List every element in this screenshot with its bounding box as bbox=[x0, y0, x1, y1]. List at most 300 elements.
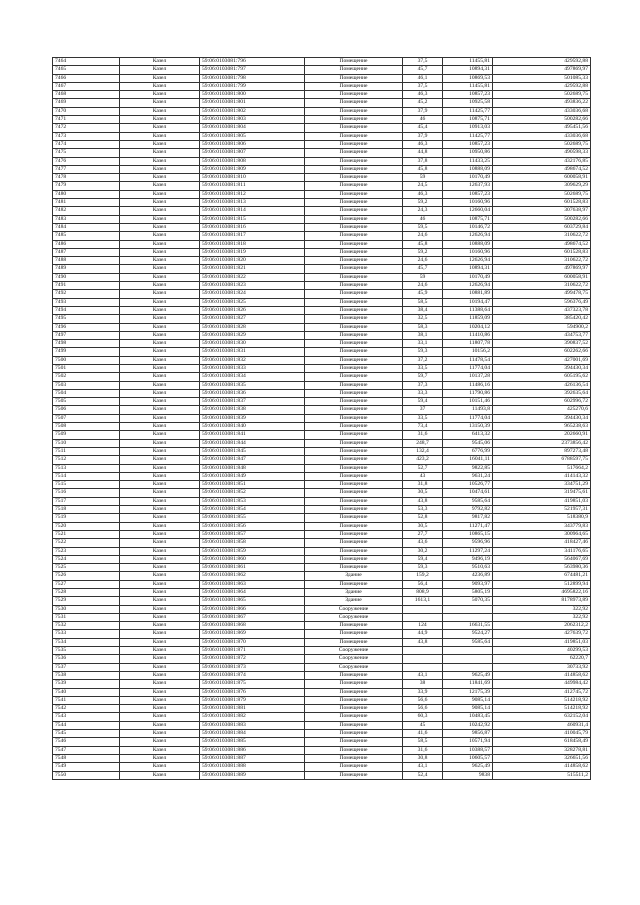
row-number-cell: 7511 bbox=[53, 447, 120, 455]
settlement-cell: Казел bbox=[120, 439, 200, 447]
cost-per-unit-cell: 9822,85 bbox=[443, 464, 493, 472]
cost-per-unit-cell: 10894,31 bbox=[443, 265, 493, 273]
row-number-cell: 7513 bbox=[53, 464, 120, 472]
area-cell: 38,4 bbox=[403, 306, 443, 314]
table-row bbox=[53, 730, 591, 738]
settlement-cell: Казел bbox=[120, 232, 200, 240]
cost-per-unit-cell: 9856,87 bbox=[443, 730, 493, 738]
cadastral-number-cell: 59:06:0103081:885 bbox=[200, 738, 305, 746]
cadastral-cost-cell: 502689,75 bbox=[493, 91, 591, 99]
area-cell: 45,9 bbox=[403, 290, 443, 298]
settlement-cell: Казел bbox=[120, 331, 200, 339]
object-type-cell: Помещение bbox=[305, 323, 403, 331]
cost-per-unit-cell: 10888,09 bbox=[443, 240, 493, 248]
table-row bbox=[53, 506, 591, 514]
area-cell: 31,8 bbox=[403, 481, 443, 489]
object-type-cell: Здание bbox=[305, 589, 403, 597]
cadastral-number-cell: 59:06:0103081:871 bbox=[200, 647, 305, 655]
cadastral-number-cell: 59:06:0103081:863 bbox=[200, 580, 305, 588]
object-type-cell: Помещение bbox=[305, 331, 403, 339]
settlement-cell: Казел bbox=[120, 174, 200, 182]
cadastral-number-cell: 59:06:0103081:822 bbox=[200, 273, 305, 281]
row-number-cell: 7517 bbox=[53, 497, 120, 505]
cost-per-unit-cell: 10881,89 bbox=[443, 290, 493, 298]
row-number-cell: 7481 bbox=[53, 199, 120, 207]
table-row bbox=[53, 165, 591, 173]
table-row bbox=[53, 713, 591, 721]
cadastral-cost-cell: 326651,56 bbox=[493, 754, 591, 762]
cadastral-cost-cell: 334751,29 bbox=[493, 481, 591, 489]
cadastral-number-cell: 59:06:0103081:861 bbox=[200, 564, 305, 572]
row-number-cell: 7466 bbox=[53, 74, 120, 82]
cost-per-unit-cell: 9093,97 bbox=[443, 580, 493, 588]
cadastral-number-cell: 59:06:0103081:873 bbox=[200, 663, 305, 671]
area-cell: 30,5 bbox=[403, 489, 443, 497]
settlement-cell: Казел bbox=[120, 655, 200, 663]
cadastral-cost-cell: 500282,66 bbox=[493, 116, 591, 124]
area-cell: 73,4 bbox=[403, 423, 443, 431]
cost-per-unit-cell: 11859,09 bbox=[443, 315, 493, 323]
settlement-cell: Казел bbox=[120, 447, 200, 455]
cadastral-cost-cell: 495451,56 bbox=[493, 124, 591, 132]
cost-per-unit-cell: 10151,46 bbox=[443, 398, 493, 406]
table-row bbox=[53, 257, 591, 265]
settlement-cell: Казел bbox=[120, 66, 200, 74]
settlement-cell: Казел bbox=[120, 190, 200, 198]
row-number-cell: 7510 bbox=[53, 439, 120, 447]
cost-per-unit-cell: 10605,57 bbox=[443, 754, 493, 762]
object-type-cell: Помещение bbox=[305, 406, 403, 414]
settlement-cell: Казел bbox=[120, 506, 200, 514]
cost-per-unit-cell: 9545,06 bbox=[443, 439, 493, 447]
row-number-cell: 7533 bbox=[53, 630, 120, 638]
cadastral-number-cell: 59:06:0103081:881 bbox=[200, 705, 305, 713]
cost-per-unit-cell: 10950,86 bbox=[443, 149, 493, 157]
cadastral-cost-cell: 600058,91 bbox=[493, 273, 591, 281]
settlement-cell: Казел bbox=[120, 622, 200, 630]
cadastral-cost-cell: 419851,03 bbox=[493, 638, 591, 646]
object-type-cell: Помещение bbox=[305, 456, 403, 464]
table-row bbox=[53, 364, 591, 372]
cadastral-number-cell: 59:06:0103081:815 bbox=[200, 215, 305, 223]
cost-per-unit-cell: 9817,82 bbox=[443, 514, 493, 522]
row-number-cell: 7502 bbox=[53, 373, 120, 381]
cadastral-cost-cell: 502689,75 bbox=[493, 190, 591, 198]
settlement-cell: Казел bbox=[120, 157, 200, 165]
cadastral-cost-cell: 309629,29 bbox=[493, 182, 591, 190]
object-type-cell: Помещение bbox=[305, 373, 403, 381]
settlement-cell: Казел bbox=[120, 398, 200, 406]
row-number-cell: 7465 bbox=[53, 66, 120, 74]
area-cell: 46 bbox=[403, 215, 443, 223]
table-row bbox=[53, 705, 591, 713]
area-cell: 56,6 bbox=[403, 705, 443, 713]
object-type-cell: Помещение bbox=[305, 215, 403, 223]
cadastral-cost-cell: 2373856,42 bbox=[493, 439, 591, 447]
cadastral-number-cell: 59:06:0103081:870 bbox=[200, 638, 305, 646]
row-number-cell: 7490 bbox=[53, 273, 120, 281]
row-number-cell: 7495 bbox=[53, 315, 120, 323]
cadastral-number-cell: 59:06:0103081:803 bbox=[200, 116, 305, 124]
object-type-cell: Помещение bbox=[305, 157, 403, 165]
cost-per-unit-cell: 12637,93 bbox=[443, 182, 493, 190]
cadastral-number-cell: 59:06:0103081:845 bbox=[200, 447, 305, 455]
area-cell: 52,8 bbox=[403, 514, 443, 522]
settlement-cell: Казел bbox=[120, 116, 200, 124]
area-cell: 60,3 bbox=[403, 713, 443, 721]
row-number-cell: 7473 bbox=[53, 132, 120, 140]
object-type-cell: Здание bbox=[305, 597, 403, 605]
settlement-cell: Казел bbox=[120, 754, 200, 762]
object-type-cell: Помещение bbox=[305, 398, 403, 406]
row-number-cell: 7526 bbox=[53, 572, 120, 580]
table-row bbox=[53, 157, 591, 165]
cost-per-unit-cell: 10888,09 bbox=[443, 165, 493, 173]
table-row bbox=[53, 315, 591, 323]
cadastral-number-cell: 59:06:0103081:865 bbox=[200, 597, 305, 605]
cadastral-cost-cell: 603729,84 bbox=[493, 223, 591, 231]
area-cell: 59,4 bbox=[403, 398, 443, 406]
cadastral-cost-cell: 433036,68 bbox=[493, 132, 591, 140]
cost-per-unit-cell: 4236,89 bbox=[443, 572, 493, 580]
cadastral-number-cell: 59:06:0103081:836 bbox=[200, 389, 305, 397]
table-row bbox=[53, 215, 591, 223]
area-cell: 56,4 bbox=[403, 580, 443, 588]
table-row bbox=[53, 572, 591, 580]
table-row bbox=[53, 497, 591, 505]
settlement-cell: Казел bbox=[120, 91, 200, 99]
object-type-cell: Помещение bbox=[305, 464, 403, 472]
cost-per-unit-cell: 10857,23 bbox=[443, 140, 493, 148]
cadastral-number-cell: 59:06:0103081:824 bbox=[200, 290, 305, 298]
object-type-cell: Помещение bbox=[305, 232, 403, 240]
cost-per-unit-cell: 12626,94 bbox=[443, 282, 493, 290]
cadastral-cost-cell: 343779,83 bbox=[493, 522, 591, 530]
cadastral-cost-cell: 674481,21 bbox=[493, 572, 591, 580]
table-row bbox=[53, 522, 591, 530]
cadastral-number-cell: 59:06:0103081:857 bbox=[200, 530, 305, 538]
cadastral-number-cell: 59:06:0103081:810 bbox=[200, 174, 305, 182]
object-type-cell: Помещение bbox=[305, 439, 403, 447]
table-row bbox=[53, 381, 591, 389]
object-type-cell: Помещение bbox=[305, 364, 403, 372]
cadastral-number-cell: 59:06:0103081:840 bbox=[200, 423, 305, 431]
object-type-cell: Помещение bbox=[305, 622, 403, 630]
object-type-cell: Помещение bbox=[305, 671, 403, 679]
cadastral-number-cell: 59:06:0103081:869 bbox=[200, 630, 305, 638]
area-cell: 45,8 bbox=[403, 240, 443, 248]
cadastral-cost-cell: 460931,4 bbox=[493, 721, 591, 729]
row-number-cell: 7497 bbox=[53, 331, 120, 339]
cadastral-number-cell: 59:06:0103081:860 bbox=[200, 555, 305, 563]
cadastral-cost-cell: 414858,62 bbox=[493, 763, 591, 771]
settlement-cell: Казел bbox=[120, 705, 200, 713]
cadastral-number-cell: 59:06:0103081:867 bbox=[200, 613, 305, 621]
object-type-cell: Помещение bbox=[305, 497, 403, 505]
object-type-cell: Помещение bbox=[305, 149, 403, 157]
table-row bbox=[53, 356, 591, 364]
row-number-cell: 7501 bbox=[53, 364, 120, 372]
settlement-cell: Казел bbox=[120, 481, 200, 489]
cadastral-number-cell: 59:06:0103081:844 bbox=[200, 439, 305, 447]
object-type-cell: Помещение bbox=[305, 447, 403, 455]
cadastral-number-cell: 59:06:0103081:849 bbox=[200, 472, 305, 480]
cadastral-cost-cell: 965238,63 bbox=[493, 423, 591, 431]
area-cell: 33,3 bbox=[403, 389, 443, 397]
object-type-cell: Помещение bbox=[305, 721, 403, 729]
table-row bbox=[53, 647, 591, 655]
row-number-cell: 7467 bbox=[53, 82, 120, 90]
row-number-cell: 7488 bbox=[53, 257, 120, 265]
cadastral-cost-cell: 4695822,16 bbox=[493, 589, 591, 597]
cadastral-cost-cell: 434753,77 bbox=[493, 331, 591, 339]
row-number-cell: 7544 bbox=[53, 721, 120, 729]
cadastral-cost-cell: 429592,88 bbox=[493, 82, 591, 90]
cost-per-unit-cell: 12175,39 bbox=[443, 688, 493, 696]
row-number-cell: 7516 bbox=[53, 489, 120, 497]
cost-per-unit-cell: 11410,86 bbox=[443, 331, 493, 339]
cadastral-cost-cell: 410045,79 bbox=[493, 730, 591, 738]
cadastral-cost-cell: 498674,52 bbox=[493, 165, 591, 173]
area-cell bbox=[403, 605, 443, 613]
cadastral-cost-cell: 427639,72 bbox=[493, 630, 591, 638]
row-number-cell: 7492 bbox=[53, 290, 120, 298]
table-row bbox=[53, 66, 591, 74]
settlement-cell: Казел bbox=[120, 539, 200, 547]
cadastral-cost-cell: 514218,92 bbox=[493, 696, 591, 704]
row-number-cell: 7478 bbox=[53, 174, 120, 182]
settlement-cell: Казел bbox=[120, 630, 200, 638]
object-type-cell: Помещение bbox=[305, 257, 403, 265]
object-type-cell: Помещение bbox=[305, 199, 403, 207]
cost-per-unit-cell: 10875,71 bbox=[443, 215, 493, 223]
row-number-cell: 7545 bbox=[53, 730, 120, 738]
area-cell: 46,1 bbox=[403, 74, 443, 82]
settlement-cell: Казел bbox=[120, 240, 200, 248]
area-cell: 59,5 bbox=[403, 223, 443, 231]
row-number-cell: 7496 bbox=[53, 323, 120, 331]
cadastral-number-cell: 59:06:0103081:796 bbox=[200, 58, 305, 66]
row-number-cell: 7508 bbox=[53, 423, 120, 431]
area-cell: 32,5 bbox=[403, 315, 443, 323]
cadastral-number-cell: 59:06:0103081:883 bbox=[200, 721, 305, 729]
table-row bbox=[53, 265, 591, 273]
cadastral-number-cell: 59:06:0103081:814 bbox=[200, 207, 305, 215]
settlement-cell: Казел bbox=[120, 207, 200, 215]
cadastral-cost-cell: 449984,42 bbox=[493, 680, 591, 688]
cost-per-unit-cell: 9792,82 bbox=[443, 506, 493, 514]
cost-per-unit-cell: 9625,49 bbox=[443, 671, 493, 679]
table-row bbox=[53, 223, 591, 231]
area-cell: 56,6 bbox=[403, 696, 443, 704]
area-cell: 33,9 bbox=[403, 688, 443, 696]
settlement-cell: Казел bbox=[120, 597, 200, 605]
cadastral-cost-cell: 310622,72 bbox=[493, 232, 591, 240]
settlement-cell: Казел bbox=[120, 738, 200, 746]
cost-per-unit-cell: 11388,64 bbox=[443, 306, 493, 314]
cadastral-number-cell: 59:06:0103081:811 bbox=[200, 182, 305, 190]
table-row bbox=[53, 663, 591, 671]
table-row bbox=[53, 580, 591, 588]
area-cell: 53,3 bbox=[403, 506, 443, 514]
row-number-cell: 7547 bbox=[53, 746, 120, 754]
settlement-cell: Казел bbox=[120, 613, 200, 621]
object-type-cell: Помещение bbox=[305, 423, 403, 431]
settlement-cell: Казел bbox=[120, 182, 200, 190]
cost-per-unit-cell: 10160,96 bbox=[443, 199, 493, 207]
row-number-cell: 7468 bbox=[53, 91, 120, 99]
cost-per-unit-cell: 9085,14 bbox=[443, 705, 493, 713]
cadastral-cost-cell: 433036,68 bbox=[493, 107, 591, 115]
cadastral-cost-cell: 498674,52 bbox=[493, 240, 591, 248]
row-number-cell: 7485 bbox=[53, 232, 120, 240]
object-type-cell: Помещение bbox=[305, 99, 403, 107]
cadastral-cost-cell: 601528,83 bbox=[493, 248, 591, 256]
table-row bbox=[53, 82, 591, 90]
settlement-cell: Казел bbox=[120, 74, 200, 82]
table-row bbox=[53, 630, 591, 638]
table-row bbox=[53, 273, 591, 281]
cost-per-unit-cell: 13150,39 bbox=[443, 423, 493, 431]
table-row bbox=[53, 74, 591, 82]
table-row bbox=[53, 447, 591, 455]
cadastral-cost-cell: 429592,88 bbox=[493, 58, 591, 66]
row-number-cell: 7472 bbox=[53, 124, 120, 132]
cadastral-number-cell: 59:06:0103081:834 bbox=[200, 373, 305, 381]
area-cell: 37,3 bbox=[403, 381, 443, 389]
row-number-cell: 7509 bbox=[53, 431, 120, 439]
table-row bbox=[53, 564, 591, 572]
table-row bbox=[53, 638, 591, 646]
table-row bbox=[53, 539, 591, 547]
row-number-cell: 7542 bbox=[53, 705, 120, 713]
cadastral-number-cell: 59:06:0103081:852 bbox=[200, 489, 305, 497]
row-number-cell: 7475 bbox=[53, 149, 120, 157]
table-row bbox=[53, 116, 591, 124]
cost-per-unit-cell: 10913,03 bbox=[443, 124, 493, 132]
cadastral-cost-cell: 310622,72 bbox=[493, 257, 591, 265]
settlement-cell: Казел bbox=[120, 82, 200, 90]
object-type-cell: Сооружение bbox=[305, 647, 403, 655]
row-number-cell: 7530 bbox=[53, 605, 120, 613]
cadastral-cost-cell: 490598,33 bbox=[493, 149, 591, 157]
cadastral-cost-cell: 437323,78 bbox=[493, 306, 591, 314]
table-row bbox=[53, 373, 591, 381]
row-number-cell: 7537 bbox=[53, 663, 120, 671]
cadastral-number-cell: 59:06:0103081:827 bbox=[200, 315, 305, 323]
area-cell: 43,1 bbox=[403, 763, 443, 771]
cadastral-number-cell: 59:06:0103081:799 bbox=[200, 82, 305, 90]
table-row bbox=[53, 240, 591, 248]
settlement-cell: Казел bbox=[120, 514, 200, 522]
cadastral-number-cell: 59:06:0103081:823 bbox=[200, 282, 305, 290]
cost-per-unit-cell: 11455,81 bbox=[443, 58, 493, 66]
object-type-cell: Помещение bbox=[305, 431, 403, 439]
table-row bbox=[53, 398, 591, 406]
row-number-cell: 7527 bbox=[53, 580, 120, 588]
table-row bbox=[53, 721, 591, 729]
cost-per-unit-cell: 10925,58 bbox=[443, 99, 493, 107]
row-number-cell: 7538 bbox=[53, 671, 120, 679]
object-type-cell: Помещение bbox=[305, 282, 403, 290]
area-cell: 24,5 bbox=[403, 182, 443, 190]
table-row bbox=[53, 688, 591, 696]
area-cell: 59 bbox=[403, 174, 443, 182]
object-type-cell: Помещение bbox=[305, 298, 403, 306]
row-number-cell: 7464 bbox=[53, 58, 120, 66]
cadastral-number-cell: 59:06:0103081:800 bbox=[200, 91, 305, 99]
cost-per-unit-cell: 9625,49 bbox=[443, 763, 493, 771]
cost-per-unit-cell: 9838 bbox=[443, 771, 493, 779]
table-row bbox=[53, 282, 591, 290]
row-number-cell: 7534 bbox=[53, 638, 120, 646]
cadastral-cost-cell: 501085,33 bbox=[493, 74, 591, 82]
object-type-cell: Помещение bbox=[305, 506, 403, 514]
cost-per-unit-cell: 16631,55 bbox=[443, 622, 493, 630]
table-row bbox=[53, 182, 591, 190]
area-cell: 45,2 bbox=[403, 99, 443, 107]
cadastral-cost-cell: 512899,94 bbox=[493, 580, 591, 588]
cadastral-number-cell: 59:06:0103081:847 bbox=[200, 456, 305, 464]
object-type-cell: Помещение bbox=[305, 630, 403, 638]
cost-per-unit-cell: 12626,94 bbox=[443, 232, 493, 240]
cadastral-number-cell: 59:06:0103081:868 bbox=[200, 622, 305, 630]
cadastral-cost-cell: 6788597,75 bbox=[493, 456, 591, 464]
object-type-cell: Помещение bbox=[305, 107, 403, 115]
area-cell bbox=[403, 663, 443, 671]
cost-per-unit-cell: 10857,23 bbox=[443, 190, 493, 198]
settlement-cell: Казел bbox=[120, 431, 200, 439]
object-type-cell: Помещение bbox=[305, 638, 403, 646]
cadastral-number-cell: 59:06:0103081:886 bbox=[200, 746, 305, 754]
table-row bbox=[53, 140, 591, 148]
object-type-cell: Помещение bbox=[305, 754, 403, 762]
area-cell: 37 bbox=[403, 406, 443, 414]
row-number-cell: 7503 bbox=[53, 381, 120, 389]
area-cell: 46,3 bbox=[403, 91, 443, 99]
cadastral-cost-cell: 322,92 bbox=[493, 613, 591, 621]
settlement-cell: Казел bbox=[120, 730, 200, 738]
table-row bbox=[53, 489, 591, 497]
cadastral-cost-cell: 515511,2 bbox=[493, 771, 591, 779]
cadastral-cost-cell: 499478,75 bbox=[493, 290, 591, 298]
area-cell: 31,6 bbox=[403, 746, 443, 754]
cost-per-unit-cell: 9524,27 bbox=[443, 630, 493, 638]
object-type-cell: Помещение bbox=[305, 265, 403, 273]
cadastral-number-cell: 59:06:0103081:820 bbox=[200, 257, 305, 265]
cost-per-unit-cell: 9596,96 bbox=[443, 539, 493, 547]
area-cell: 1613,1 bbox=[403, 597, 443, 605]
table-row bbox=[53, 107, 591, 115]
row-number-cell: 7489 bbox=[53, 265, 120, 273]
table-row bbox=[53, 754, 591, 762]
cost-per-unit-cell bbox=[443, 605, 493, 613]
row-number-cell: 7548 bbox=[53, 754, 120, 762]
row-number-cell: 7504 bbox=[53, 389, 120, 397]
cadastral-cost-cell: 414143,32 bbox=[493, 472, 591, 480]
row-number-cell: 7480 bbox=[53, 190, 120, 198]
object-type-cell: Помещение bbox=[305, 381, 403, 389]
area-cell: 37,8 bbox=[403, 157, 443, 165]
area-cell: 37,5 bbox=[403, 58, 443, 66]
cost-per-unit-cell: 11790,86 bbox=[443, 389, 493, 397]
table-row bbox=[53, 680, 591, 688]
cost-per-unit-cell: 10865,15 bbox=[443, 530, 493, 538]
table-row bbox=[53, 589, 591, 597]
row-number-cell: 7484 bbox=[53, 223, 120, 231]
area-cell: 59,2 bbox=[403, 248, 443, 256]
area-cell: 30,8 bbox=[403, 754, 443, 762]
